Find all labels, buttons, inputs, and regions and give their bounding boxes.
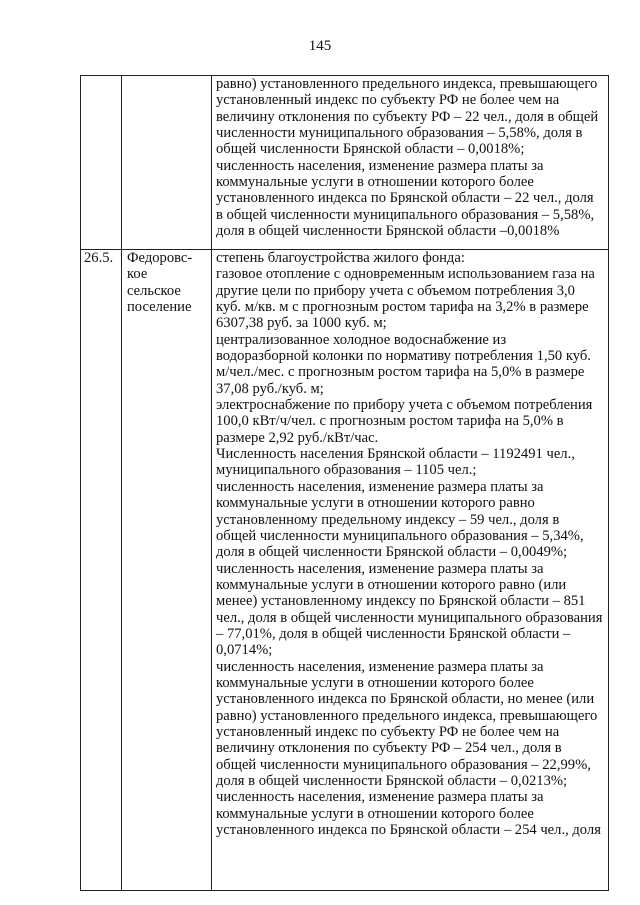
text-line: установленного индекса по Брянской области – 254 чел., доля	[216, 822, 601, 839]
description-cell	[212, 250, 609, 891]
text-line: водоразборной колонки по нормативу потребления 1,50 куб.	[216, 348, 591, 365]
text-line: коммунальные услуги в отношении которого более	[216, 174, 534, 191]
text-line: коммунальные услуги в отношении которого более	[216, 805, 534, 822]
text-line: общей численности муниципального образования – 22,99%,	[216, 756, 591, 773]
text-line: коммунальные услуги в отношении которого равно	[216, 495, 535, 512]
text-line: электроснабжение по прибору учета с объемом потребления	[216, 397, 593, 414]
text-line: муниципального образования – 1105 чел.;	[216, 462, 477, 479]
text-line: 100,0 кВт/ч/чел. с прогнозным ростом тарифа на 5,0% в	[216, 413, 564, 430]
text-line: равно) установленного предельного индекса, превышающего	[216, 76, 598, 92]
row-number-cell	[81, 250, 122, 891]
text-line: численность населения, изменение размера платы за	[216, 789, 544, 806]
text-line: Численность населения Брянской области – 1192491 чел.,	[216, 446, 575, 463]
text-line: куб. м/кв. м с прогнозным ростом тарифа на 3,2% в размере	[216, 299, 589, 316]
settlement-name-cell-empty	[122, 76, 212, 250]
text-line: газовое отопление с одновременным использованием газа на	[216, 266, 595, 283]
text-line: установленному предельному индексу – 59 чел., доля в	[216, 511, 560, 528]
text-line: численность населения, изменение размера платы за	[216, 658, 544, 675]
text-line: менее) установленному индексу по Брянской области – 851	[216, 593, 586, 610]
settlement-name-line: сельское	[127, 282, 181, 299]
text-line: централизованное холодное водоснабжение из	[216, 331, 507, 348]
text-line: установленный индекс по субъекту РФ не более чем на	[216, 723, 560, 740]
text-line: численность населения, изменение размера платы за	[216, 560, 544, 577]
settlement-name-cell	[122, 250, 212, 891]
table-row-continued	[81, 76, 609, 250]
row-number-cell-empty	[81, 76, 122, 250]
text-line: коммунальные услуги в отношении которого равно (или	[216, 576, 567, 593]
row-number: 26.5.	[84, 250, 114, 266]
settlement-name-line: кое	[127, 266, 148, 283]
text-line: численности муниципального образования – 5,58%, доля в	[216, 125, 583, 142]
text-line: степень благоустройства жилого фонда:	[216, 250, 465, 266]
text-line: установленного индекса по Брянской области, но менее (или	[216, 691, 595, 708]
text-line: общей численности муниципального образования – 5,34%,	[216, 527, 584, 544]
text-line: доля в общей численности Брянской области –0,0018%	[216, 223, 560, 240]
page-number: 145	[308, 38, 332, 54]
text-line: коммунальные услуги в отношении которого более	[216, 674, 534, 691]
text-line: м/чел./мес. с прогнозным ростом тарифа на 5,0% в размере	[216, 364, 585, 381]
text-line: 37,08 руб./куб. м;	[216, 380, 324, 397]
text-line: доля в общей численности Брянской области – 0,0213%;	[216, 773, 568, 789]
text-line: установленного индекса по Брянской области – 22 чел., доля	[216, 190, 594, 207]
text-line: 0,0714%;	[216, 642, 273, 659]
text-line: в общей численности муниципального образования – 5,58%,	[216, 206, 595, 223]
text-line: величину отклонения по субъекту РФ – 22 чел., доля в общей	[216, 108, 599, 125]
text-line: численность населения, изменение размера платы за	[216, 157, 544, 174]
text-line: доля в общей численности Брянской области – 0,0049%;	[216, 544, 568, 561]
text-line: общей численности Брянской области – 0,0018%;	[216, 141, 525, 158]
text-line: другие цели по прибору учета с объемом потребления 3,0	[216, 282, 575, 299]
document-table	[80, 75, 609, 891]
table-row-26-5	[81, 250, 609, 891]
text-line: установленный индекс по субъекту РФ не более чем на	[216, 92, 560, 109]
text-line: – 77,01%, доля в общей численности Брянской области –	[216, 625, 571, 642]
settlement-name-line: поселение	[127, 299, 192, 316]
text-line: численность населения, изменение размера платы за	[216, 478, 544, 495]
text-line: размере 2,92 руб./кВт/час.	[216, 429, 379, 446]
text-line: величину отклонения по субъекту РФ – 254 чел., доля в	[216, 740, 562, 757]
text-line: равно) установленного предельного индекса, превышающего	[216, 707, 598, 724]
text-line: 6307,38 руб. за 1000 куб. м;	[216, 315, 387, 332]
description-cell-continued	[212, 76, 609, 250]
text-line: чел., доля в общей численности муниципального образования	[216, 609, 603, 626]
settlement-name-line: Федоровс-	[127, 250, 193, 266]
